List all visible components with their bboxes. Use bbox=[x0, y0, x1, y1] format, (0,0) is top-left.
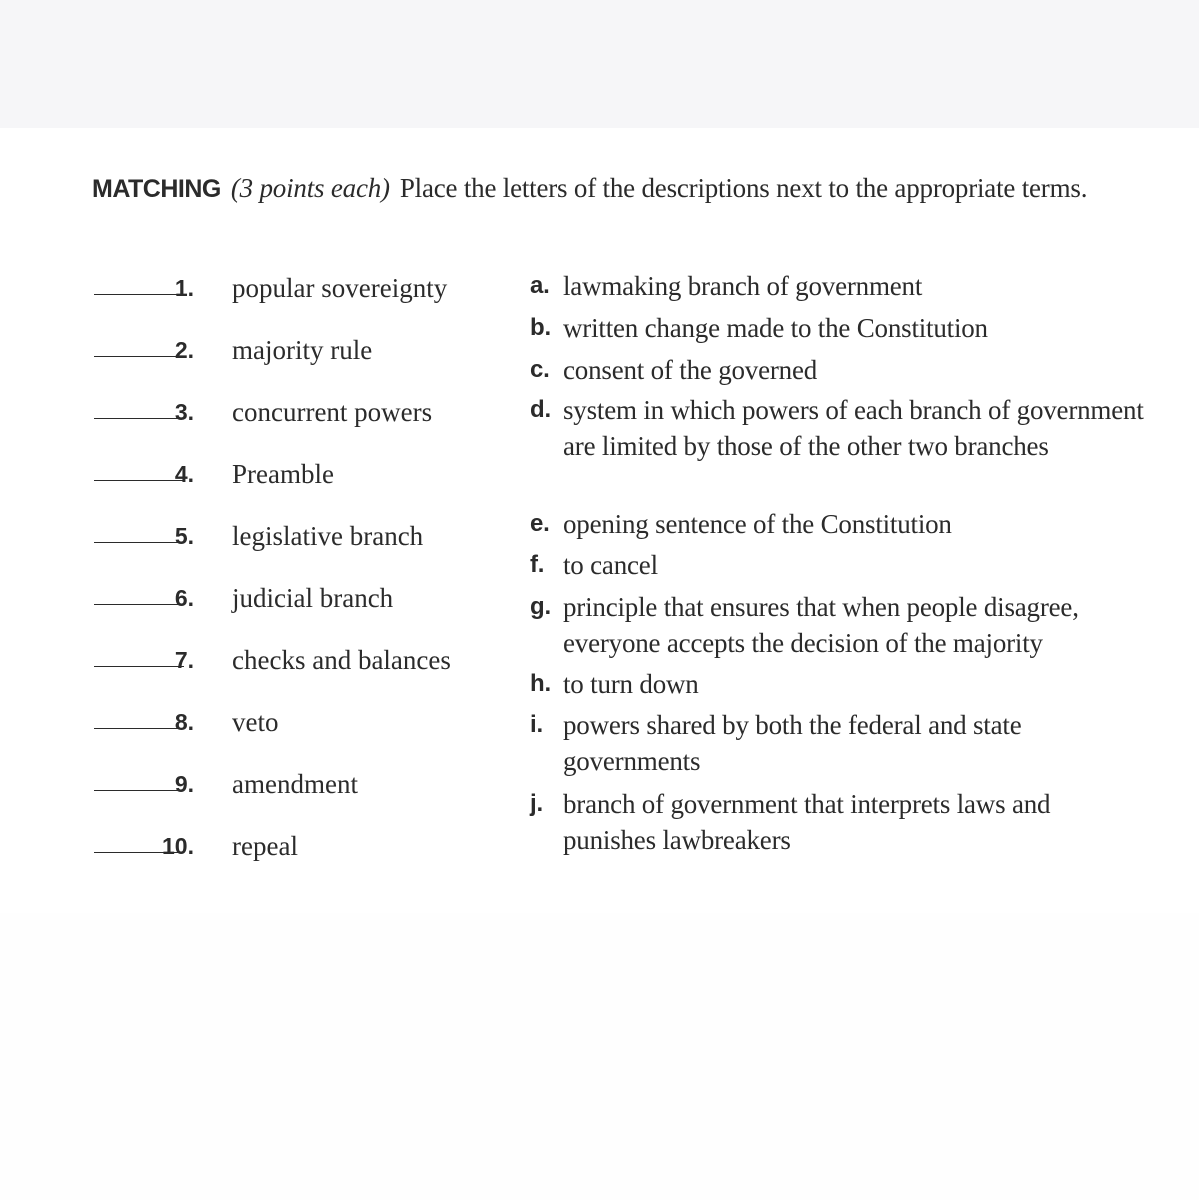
description-letter: j. bbox=[530, 790, 543, 817]
term-item bbox=[0, 268, 480, 308]
term-item bbox=[0, 392, 480, 432]
description-letter: d. bbox=[530, 396, 551, 423]
description-item bbox=[530, 310, 1170, 346]
description-letter: g. bbox=[530, 593, 551, 620]
description-item bbox=[530, 786, 1130, 858]
description-item bbox=[530, 589, 1156, 661]
answer-blank[interactable] bbox=[94, 294, 184, 295]
term-text: legislative branch bbox=[232, 521, 424, 551]
description-text: to turn down bbox=[563, 669, 699, 699]
term-item bbox=[0, 454, 480, 494]
answer-blank[interactable] bbox=[94, 604, 184, 605]
description-text: system in which powers of each branch of government are limited by those of the other two branches bbox=[563, 395, 1144, 461]
description-item bbox=[530, 547, 1170, 583]
term-text: checks and balances bbox=[232, 645, 451, 675]
points-note: (3 points each) bbox=[230, 173, 390, 203]
term-item bbox=[0, 330, 480, 370]
description-text: principle that ensures that when people disagree, everyone accepts the decision of the majority bbox=[563, 592, 1079, 658]
answer-blank[interactable] bbox=[94, 790, 184, 791]
description-letter: b. bbox=[530, 314, 551, 341]
description-letter: a. bbox=[530, 272, 550, 299]
description-item bbox=[530, 506, 1170, 542]
answer-blank[interactable] bbox=[94, 480, 184, 481]
section-heading: MATCHING bbox=[92, 175, 221, 203]
answer-blank[interactable] bbox=[94, 356, 184, 357]
term-text: majority rule bbox=[232, 335, 373, 365]
term-number: 2. bbox=[174, 337, 194, 363]
description-text: lawmaking branch of government bbox=[563, 271, 923, 301]
term-number: 9. bbox=[174, 771, 194, 797]
answer-blank[interactable] bbox=[94, 666, 184, 667]
term-text: judicial branch bbox=[232, 583, 394, 613]
description-item bbox=[530, 707, 1090, 779]
term-number: 10. bbox=[162, 833, 194, 859]
description-text: branch of government that interprets laws and punishes lawbreakers bbox=[563, 789, 1051, 855]
term-number: 5. bbox=[174, 523, 194, 549]
bottom-margin bbox=[0, 913, 1199, 1200]
term-item bbox=[0, 764, 480, 804]
term-item bbox=[0, 578, 480, 618]
term-text: concurrent powers bbox=[232, 397, 433, 427]
term-item bbox=[0, 516, 480, 556]
description-letter: e. bbox=[530, 510, 550, 537]
description-letter: f. bbox=[530, 551, 545, 578]
instructions-text: Place the letters of the descriptions next to the appropriate terms. bbox=[399, 173, 1088, 203]
term-item bbox=[0, 640, 480, 680]
description-text: opening sentence of the Constitution bbox=[563, 509, 952, 539]
description-letter: h. bbox=[530, 670, 551, 697]
description-item bbox=[530, 392, 1156, 464]
description-letter: i. bbox=[530, 711, 543, 738]
description-text: to cancel bbox=[563, 550, 658, 580]
term-text: Preamble bbox=[232, 459, 334, 489]
term-number: 6. bbox=[174, 585, 194, 611]
term-text: popular sovereignty bbox=[232, 273, 448, 303]
term-text: repeal bbox=[232, 831, 298, 861]
description-text: powers shared by both the federal and state governments bbox=[563, 710, 1022, 776]
answer-blank[interactable] bbox=[94, 728, 184, 729]
description-item bbox=[530, 666, 1170, 702]
term-text: veto bbox=[232, 707, 279, 737]
term-number: 3. bbox=[174, 399, 194, 425]
top-margin bbox=[0, 0, 1199, 128]
description-text: consent of the governed bbox=[563, 355, 818, 385]
term-item bbox=[0, 826, 480, 866]
answer-blank[interactable] bbox=[94, 418, 184, 419]
term-number: 4. bbox=[174, 461, 194, 487]
term-text: amendment bbox=[232, 769, 358, 799]
term-number: 8. bbox=[174, 709, 194, 735]
term-item bbox=[0, 702, 480, 742]
term-number: 1. bbox=[174, 275, 194, 301]
answer-blank[interactable] bbox=[94, 542, 184, 543]
term-number: 7. bbox=[174, 647, 194, 673]
description-text: written change made to the Constitution bbox=[563, 313, 988, 343]
description-letter: c. bbox=[530, 356, 550, 383]
description-item bbox=[530, 268, 1170, 304]
instructions bbox=[92, 170, 1152, 207]
description-item bbox=[530, 352, 1170, 388]
